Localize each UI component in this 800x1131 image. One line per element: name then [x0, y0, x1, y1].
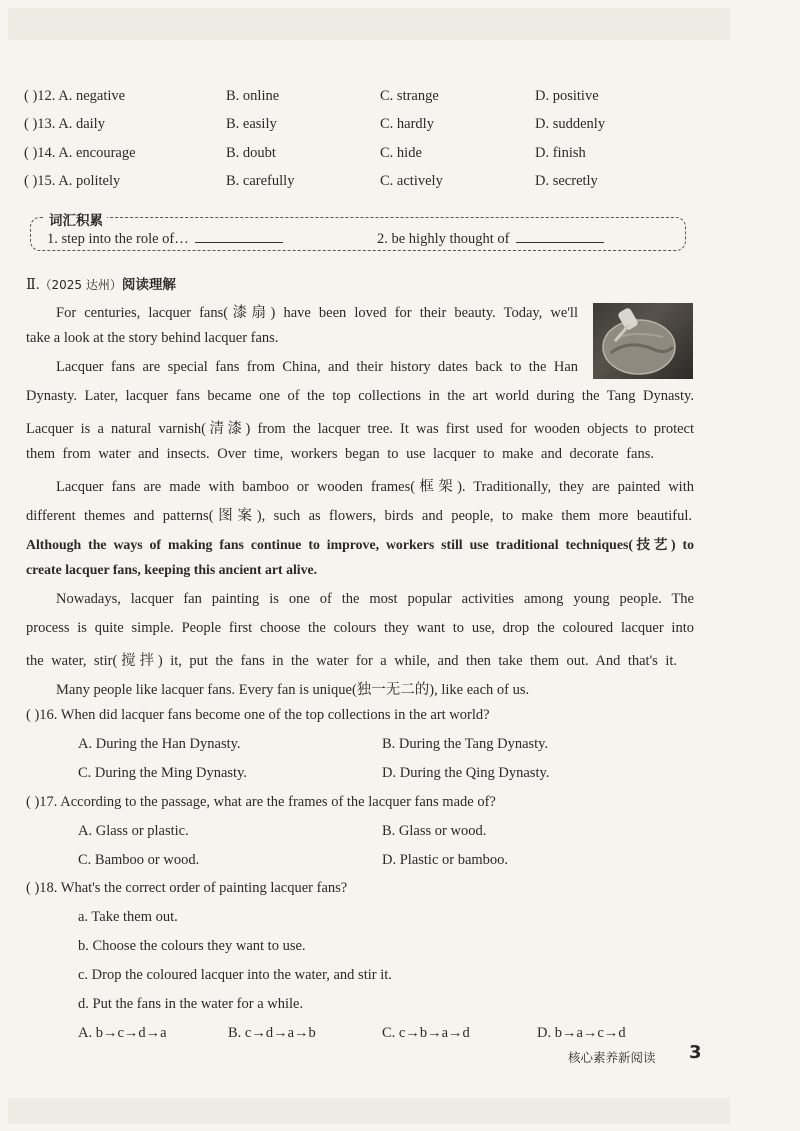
passage-line: Lacquer fans are special fans from China, and their history dates back to the Han [56, 359, 578, 375]
section-source: （2025 达州） [39, 278, 122, 292]
q17-option-d[interactable]: D. Plastic or bamboo. [382, 852, 509, 868]
options-row-13 [24, 116, 724, 138]
passage-line: For centuries, lacquer fans(漆扇) have been loved for their beauty. Today, we'll [56, 305, 578, 321]
passage-line-bold: Although the ways of making fans continue to improve, workers still use traditional techniques(技艺) to [26, 537, 694, 552]
passage-line: Lacquer is a natural varnish(清漆) from the lacquer tree. It was first used for wooden objects to protect [26, 421, 694, 437]
question-16: ( )16. When did lacquer fans become one of the top collections in the art world? [26, 707, 490, 723]
section-numeral: Ⅱ. [26, 277, 40, 293]
lacquer-fan-photo [593, 303, 693, 379]
option-c: C. hardly [380, 116, 434, 132]
option-d: D. suddenly [535, 116, 606, 132]
option-d: D. secretly [535, 173, 598, 189]
question-18: ( )18. What's the correct order of painting lacquer fans? [26, 880, 348, 896]
passage-line: take a look at the story behind lacquer fans. [26, 330, 279, 346]
fan-image-icon [593, 303, 693, 379]
q18-step-a: a. Take them out. [78, 909, 178, 925]
passage-line: Nowadays, lacquer fan painting is one of the most popular activities among young people. The [56, 591, 694, 607]
option-b: B. carefully [226, 173, 295, 189]
q16-option-b[interactable]: B. During the Tang Dynasty. [382, 736, 549, 752]
vocab-item-2-text: 2. be highly thought of [377, 231, 510, 247]
answer-blank[interactable] [195, 230, 283, 243]
q17-option-b[interactable]: B. Glass or wood. [382, 823, 487, 839]
q18-option-d[interactable]: D. b→a→c→d [537, 1025, 626, 1041]
answer-blank[interactable] [516, 230, 604, 243]
q18-step-c: c. Drop the coloured lacquer into the water, and stir it. [78, 967, 392, 983]
section-title [26, 273, 176, 294]
passage-line: Many people like lacquer fans. Every fan is unique(独一无二的), like each of us. [56, 682, 530, 698]
vocab-box [30, 213, 686, 251]
option-c: C. hide [380, 145, 422, 161]
q16-option-a[interactable]: A. During the Han Dynasty. [78, 736, 241, 752]
option-d: D. positive [535, 88, 599, 104]
q18-option-a[interactable]: A. b→c→d→a [78, 1025, 167, 1041]
q17-option-a[interactable]: A. Glass or plastic. [78, 823, 189, 839]
option-b: B. doubt [226, 145, 276, 161]
q18-step-d: d. Put the fans in the water for a while. [78, 996, 304, 1012]
passage-line: the water, stir(搅拌) it, put the fans in the water for a while, and then take them out. And that's it. [26, 653, 677, 669]
top-margin-band [8, 8, 730, 40]
q18-step-b: b. Choose the colours they want to use. [78, 938, 306, 954]
bottom-margin-band [8, 1098, 730, 1124]
option-c: C. actively [380, 173, 443, 189]
q18-option-c[interactable]: C. c→b→a→d [382, 1025, 470, 1041]
passage-line-bold: create lacquer fans, keeping this ancient art alive. [26, 562, 318, 577]
option-b: B. online [226, 88, 280, 104]
q16-option-d[interactable]: D. During the Qing Dynasty. [382, 765, 550, 781]
option-b: B. easily [226, 116, 277, 132]
vocab-item-2 [377, 230, 604, 248]
vocab-item-1 [47, 230, 283, 248]
vocab-item-1-text: 1. step into the role of… [47, 231, 189, 247]
page-number: 3 [689, 1042, 702, 1063]
option-a: ( )14. A. encourage [24, 145, 136, 161]
option-a: ( )12. A. negative [24, 88, 126, 104]
option-a: ( )15. A. politely [24, 173, 121, 189]
book-title: 核心素养新阅读 [568, 1050, 656, 1065]
passage-line: Dynasty. Later, lacquer fans became one of the top collections in the art world during the Tang Dynasty. [26, 388, 694, 404]
q18-option-b[interactable]: B. c→d→a→b [228, 1025, 316, 1041]
option-c: C. strange [380, 88, 439, 104]
vocab-title: 词汇积累 [45, 209, 107, 229]
passage-line: Lacquer fans are made with bamboo or wooden frames(框架). Traditionally, they are painted with [56, 479, 694, 495]
options-row-14 [24, 145, 724, 167]
options-row-12 [24, 88, 724, 110]
option-d: D. finish [535, 145, 586, 161]
question-17: ( )17. According to the passage, what are the frames of the lacquer fans made of? [26, 794, 496, 810]
option-a: ( )13. A. daily [24, 116, 105, 132]
passage-line: different themes and patterns(图案), such as flowers, birds and people, to make them more beautiful. [26, 508, 692, 524]
q16-option-c[interactable]: C. During the Ming Dynasty. [78, 765, 248, 781]
passage-line: process is quite simple. People first choose the colours they want to use, drop the coloured lacquer into [26, 620, 694, 636]
passage-line: them from water and insects. Over time, workers began to use lacquer to make and decorate fans. [26, 446, 654, 462]
section-heading: 阅读理解 [121, 277, 176, 293]
options-row-15 [24, 173, 724, 195]
q17-option-c[interactable]: C. Bamboo or wood. [78, 852, 200, 868]
